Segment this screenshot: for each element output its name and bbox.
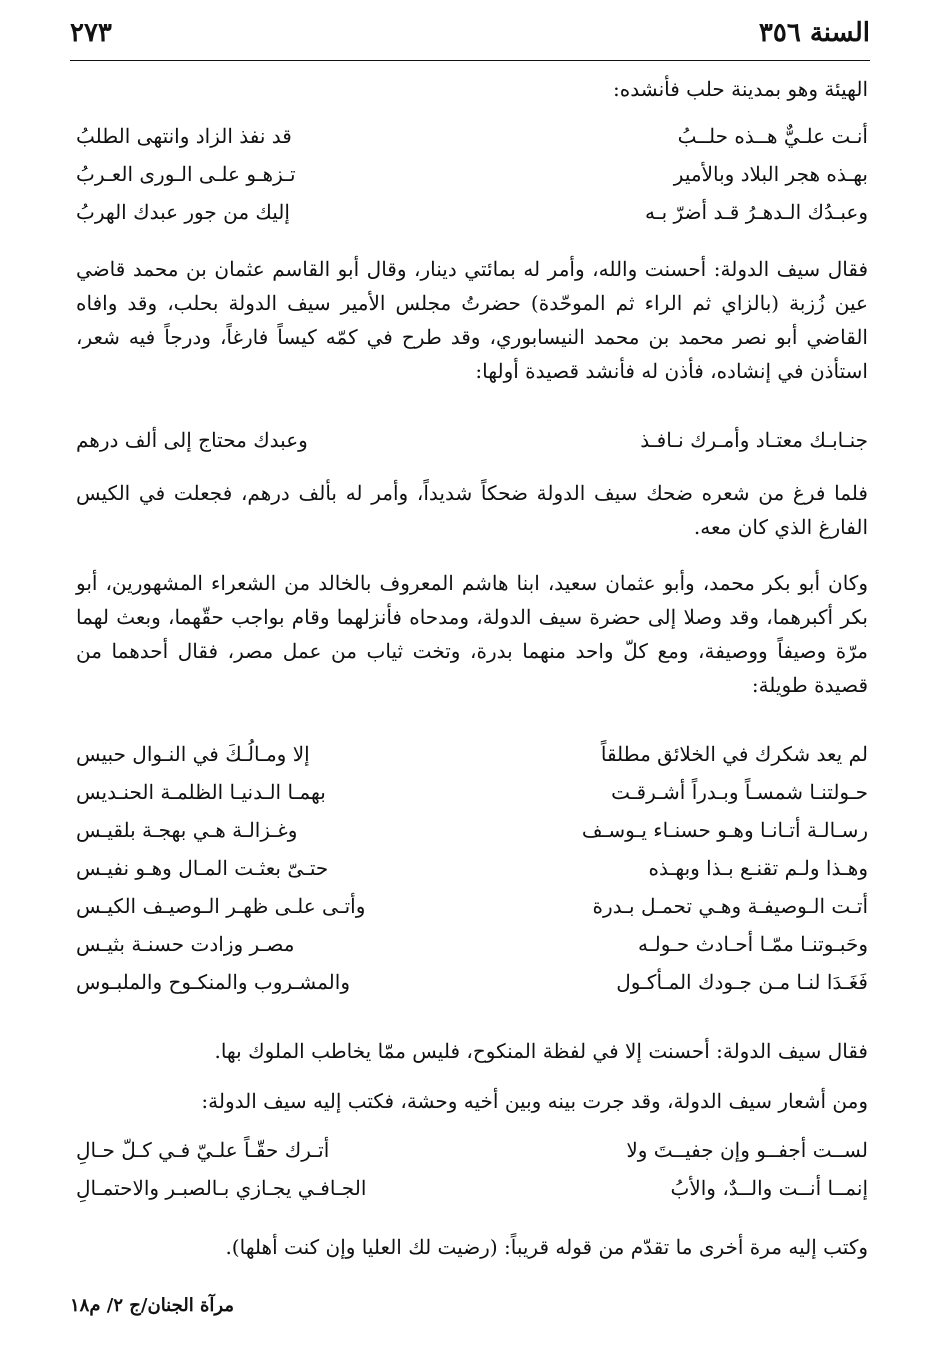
verse-line [76, 894, 868, 932]
verse-hemistich: أنـت علـيٌّ هــذه حلــبُ [677, 124, 868, 148]
verse-hemistich: وعبدك محتاج إلى ألف درهم [76, 428, 308, 452]
verse-block [76, 428, 868, 466]
paragraph: وكتب إليه مرة أخرى ما تقدّم من قوله قريباً: (رضيت لك العليا وإن كنت أهلها). [225, 1235, 868, 1259]
verse-hemistich: إليك من جور عبدك الهربُ [76, 200, 290, 224]
header-rule [70, 60, 870, 61]
verse-line [76, 742, 868, 780]
verse-hemistich: حتـىّ بعثـت المـال وهـو نفيـس [76, 856, 329, 880]
verse-line [76, 970, 868, 1008]
verse-hemistich: قد نفذ الزاد وانتهى الطلبُ [76, 124, 292, 148]
verse-line [76, 932, 868, 970]
paragraph: وكان أبو بكر محمد، وأبو عثمان سعيد، ابنا هاشم المعروف بالخالد من الشعراء المشهورين، أبو بكر أكبرهما، وقد وصلا إلى حضرة سيف الدولة، ومدحاه فأنزلهما وقام بواجب حقّهما، وبعث لهما مرّة وصيفاً ووصيفة، ومع كلّ واحد منهما بدرة، وتخت ثياب من عمل مصر، فقال أحدهما من قصيدة طويلة: [76, 571, 868, 697]
verse-hemistich: بهـذه هجر البلاد وبالأمير [673, 162, 868, 186]
verse-block [76, 742, 868, 1008]
paragraph: الهيئة وهو بمدينة حلب فأنشده: [613, 77, 868, 101]
verse-line [76, 818, 868, 856]
verse-line [76, 162, 868, 200]
verse-line [76, 200, 868, 238]
running-header [70, 18, 870, 58]
verse-hemistich: حـولتنـا شمسـاً وبـدراً أشـرقـت [611, 780, 868, 804]
paragraph: فلما فرغ من شعره ضحك سيف الدولة ضحكاً شديداً، وأمر له بألف درهم، فجعلت في الكيس الفارغ الذي كان معه. [76, 481, 868, 539]
verse-hemistich: وهـذا ولـم تقنـع بـذا وبهـذه [648, 856, 868, 880]
verse-block [76, 1138, 868, 1214]
footer-signature: مرآة الجنان/ج ٢/ م١٨ [70, 1295, 234, 1316]
verse-hemistich: وأتـى علـى ظهـر الـوصيـف الكيـس [76, 894, 366, 918]
verse-hemistich: لســت أجفــو وإن جفيــتَ ولا [626, 1138, 868, 1162]
header-year: السنة ٣٥٦ [758, 18, 870, 48]
verse-hemistich: تـزهـو علـى الـورى العـربُ [76, 162, 296, 186]
paragraph: فقال سيف الدولة: أحسنت إلا في لفظة المنكوح، فليس ممّا يخاطب الملوك بها. [214, 1039, 868, 1063]
verse-hemistich: بهمـا الـدنيـا الظلمـة الحنـديس [76, 780, 326, 804]
verse-line [76, 124, 868, 162]
verse-hemistich: إنمــا أنــت والــدٌ، والأبُ [670, 1176, 868, 1200]
verse-hemistich: مصـر وزادت حسنـة بثيـس [76, 932, 295, 956]
verse-line [76, 1176, 868, 1214]
verse-line [76, 780, 868, 818]
verse-line [76, 428, 868, 466]
verse-hemistich: وحَبـوتنـا ممّـا أحـادث حـولـه [638, 932, 868, 956]
paragraph: فقال سيف الدولة: أحسنت والله، وأمر له بمائتي دينار، وقال أبو القاسم عثمان بن محمد قاضي عين زُزبة (بالزاي ثم الراء ثم الموحّدة) حضرتُ مجلس الأمير سيف الدولة بحلب، وقد وافاه القاضي أبو نصر محمد بن محمد النيسابوري، وقد طرح في كمّه كيساً فارغاً، ودرجاً فيه شعر، استأذن في إنشاده، فأذن له فأنشد قصيدة أولها: [76, 257, 868, 383]
verse-hemistich: الجـافـي يجـازي بـالصبـر والاحتمـالِ [76, 1176, 367, 1200]
verse-hemistich: إلا ومـالُـكَ في النـوال حبيس [76, 742, 310, 766]
verse-block [76, 124, 868, 238]
verse-hemistich: أتـت الـوصيفـة وهـي تحمـل بـدرة [592, 894, 868, 918]
verse-line [76, 1138, 868, 1176]
verse-hemistich: رسـالـة أتـانـا وهـو حسنـاء يـوسـف [581, 818, 868, 842]
verse-line [76, 856, 868, 894]
verse-hemistich: وعبـدُك الـدهـرُ قـد أضرّ بـه [645, 200, 868, 224]
verse-hemistich: والمشـروب والمنكـوح والملبـوس [76, 970, 350, 994]
verse-hemistich: لم يعد شكرك في الخلائق مطلقاً [600, 742, 868, 766]
verse-hemistich: فَغَـدَا لنـا مـن جـودك المـأكـول [616, 970, 868, 994]
verse-hemistich: أتـرك حقّـاً علـيّ فـي كـلّ حـالِ [76, 1138, 330, 1162]
verse-hemistich: جنـابـك معتـاد وأمـرك نـافـذ [640, 428, 868, 452]
verse-hemistich: وغـزالـة هـي بهجـة بلقيـس [76, 818, 298, 842]
page-number: ٢٧٣ [70, 18, 112, 48]
paragraph: ومن أشعار سيف الدولة، وقد جرت بينه وبين أخيه وحشة، فكتب إليه سيف الدولة: [201, 1089, 868, 1113]
